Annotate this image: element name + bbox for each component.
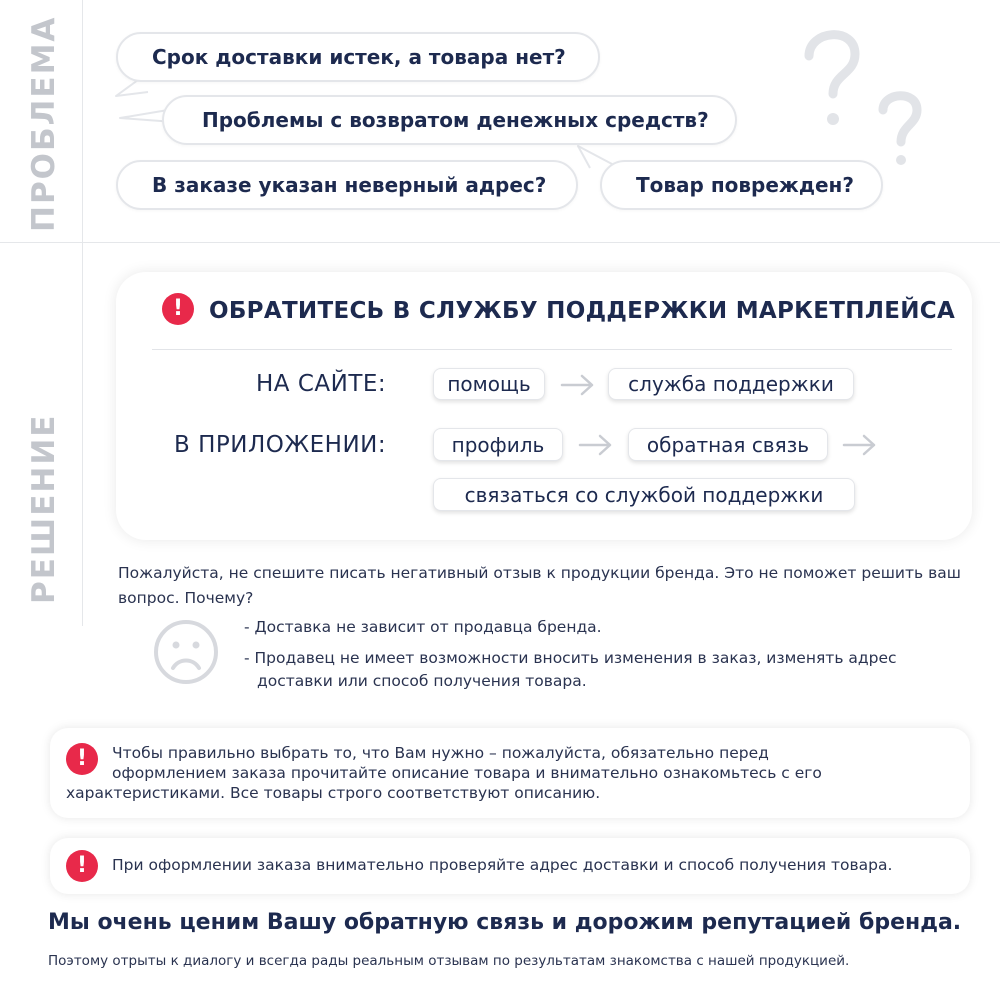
reason-item: - Доставка не зависит от продавца бренда. — [244, 618, 602, 636]
vertical-divider — [82, 0, 83, 626]
problem-bubble-delivery — [116, 32, 600, 82]
exclamation-circle-icon: ! — [66, 850, 98, 882]
arrow-right-icon — [842, 434, 878, 456]
note-line: характеристиками. Все товары строго соответствуют описанию. — [66, 784, 601, 802]
exclamation-circle-icon: ! — [66, 743, 98, 775]
step-profile: профиль — [433, 428, 563, 461]
problem-text: Проблемы с возвратом денежных средств? — [202, 108, 709, 132]
step-support-service: служба поддержки — [608, 368, 854, 400]
step-help: помощь — [433, 368, 545, 400]
arrow-right-icon — [560, 374, 596, 396]
closing-subtitle: Поэтому отрыты к диалогу и всегда рады реальным отзывам по результатам знакомства с нашей продукцией. — [48, 953, 850, 969]
website-label: НА САЙТЕ: — [256, 371, 387, 397]
step-feedback: обратная связь — [628, 428, 828, 461]
problem-bubble-refund — [162, 95, 737, 145]
note-line: оформлением заказа прочитайте описание товара и внимательно ознакомьтесь с его — [112, 764, 822, 782]
closing-title: Мы очень ценим Вашу обратную связь и дорожим репутацией бренда. — [48, 910, 962, 935]
card-divider — [152, 349, 952, 350]
sad-face-icon — [152, 618, 220, 686]
problem-text: Срок доставки истек, а товара нет? — [152, 45, 566, 69]
problem-bubble-address — [116, 160, 578, 210]
reason-item-continuation: доставки или способ получения товара. — [257, 672, 587, 690]
exclamation-circle-icon: ! — [162, 293, 194, 325]
arrow-right-icon — [578, 434, 614, 456]
solution-section-label: РЕШЕНИЕ — [26, 413, 62, 604]
review-request-text: Пожалуйста, не спешите писать негативный отзыв к продукции бренда. Это не поможет решить ваш вопрос. Почему? — [118, 564, 961, 607]
note-text: При оформлении заказа внимательно проверяйте адрес доставки и способ получения товара. — [112, 856, 893, 874]
question-marks-icon — [795, 18, 945, 168]
problem-text: Товар поврежден? — [636, 173, 854, 197]
problem-text: В заказе указан неверный адрес? — [152, 173, 547, 197]
section-divider — [0, 242, 1000, 243]
support-title: ОБРАТИТЕСЬ В СЛУЖБУ ПОДДЕРЖКИ МАРКЕТПЛЕЙСА — [209, 298, 956, 324]
reason-item: - Продавец не имеет возможности вносить изменения в заказ, изменять адрес — [244, 649, 897, 667]
step-contact-support: связаться со службой поддержки — [433, 478, 855, 511]
app-label: В ПРИЛОЖЕНИИ: — [174, 432, 387, 458]
problem-section-label: ПРОБЛЕМА — [26, 15, 62, 232]
note-line: Чтобы правильно выбрать то, что Вам нужно – пожалуйста, обязательно перед — [112, 744, 769, 762]
